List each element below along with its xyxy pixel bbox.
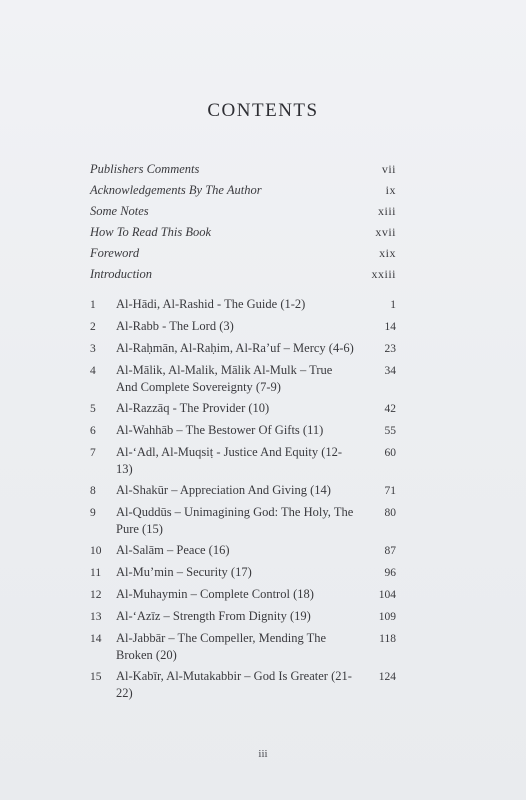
chapter-title: Al-Razzāq - The Provider (10)	[116, 401, 270, 415]
chapter-entry	[90, 422, 396, 440]
chapter-page: 80	[384, 507, 396, 519]
entry-page: xxiii	[371, 267, 396, 281]
chapter-entry	[90, 296, 396, 314]
chapter-title: Al-Wahhāb – The Bestower Of Gifts (11)	[116, 423, 324, 437]
chapter-title: Al-Hādi, Al-Rashid - The Guide (1-2)	[116, 297, 306, 311]
chapter-title: Al-Jabbār – The Compeller, Mending The Broken (20)	[116, 631, 327, 662]
entry-title: How To Read This Book	[90, 225, 212, 239]
chapter-title: Al-Mālik, Al-Malik, Mālik Al-Mulk – True And Complete Sovereignty (7-9)	[116, 363, 333, 394]
chapter-title: Al-Kabīr, Al-Mutakabbir – God Is Greater (21-22)	[116, 669, 352, 700]
chapter-page: 87	[384, 545, 396, 557]
chapter-number: 2	[90, 321, 96, 333]
chapter-number: 15	[90, 671, 102, 683]
entry-page: vii	[381, 162, 396, 176]
entry-page: xvii	[375, 225, 396, 239]
chapter-page: 23	[384, 343, 396, 355]
chapter-number: 11	[90, 567, 102, 579]
chapter-title: Al-Quddūs – Unimagining God: The Holy, The Pure (15)	[116, 505, 354, 536]
chapter-list	[90, 296, 396, 706]
chapter-title: Al-Shakūr – Appreciation And Giving (14)	[116, 483, 331, 497]
chapter-page: 34	[384, 365, 396, 377]
chapter-entry	[90, 504, 396, 538]
chapter-entry	[90, 318, 396, 336]
page-folio: iii	[258, 748, 268, 760]
chapter-number: 6	[90, 425, 96, 437]
chapter-entry	[90, 608, 396, 626]
chapter-number: 7	[90, 447, 96, 459]
front-matter-entry	[90, 183, 396, 204]
chapter-title: Al-Raḥmān, Al-Raḥim, Al-Ra’uf – Mercy (4-6)	[116, 341, 354, 355]
chapter-page: 55	[384, 425, 396, 437]
chapter-page: 60	[384, 447, 396, 459]
front-matter-entry	[90, 246, 396, 267]
chapter-page: 118	[379, 633, 396, 645]
chapter-page: 71	[384, 485, 396, 497]
chapter-entry	[90, 340, 396, 358]
chapter-number: 8	[90, 485, 96, 497]
chapter-page: 104	[378, 589, 396, 601]
chapter-title: Al-Salām – Peace (16)	[116, 543, 230, 557]
chapter-number: 9	[90, 507, 96, 519]
chapter-entry	[90, 668, 396, 702]
chapter-entry	[90, 586, 396, 604]
chapter-entry	[90, 444, 396, 478]
chapter-entry	[90, 400, 396, 418]
entry-page: ix	[385, 183, 396, 197]
chapter-entry	[90, 482, 396, 500]
chapter-page: 1	[390, 299, 396, 311]
chapter-page: 14	[384, 321, 396, 333]
chapter-page: 109	[378, 611, 396, 623]
chapter-title: Al-Rabb - The Lord (3)	[116, 319, 234, 333]
front-matter-entry	[90, 204, 396, 225]
chapter-number: 4	[90, 365, 96, 377]
front-matter-entry	[90, 225, 396, 246]
chapter-title: Al-Muhaymin – Complete Control (18)	[116, 587, 314, 601]
entry-title: Publishers Comments	[90, 162, 200, 176]
chapter-page: 124	[378, 671, 396, 683]
chapter-number: 12	[90, 589, 102, 601]
chapter-entry	[90, 362, 396, 396]
chapter-title: Al-‘Azīz – Strength From Dignity (19)	[116, 609, 311, 623]
chapter-number: 14	[90, 633, 102, 645]
chapter-number: 3	[90, 343, 96, 355]
chapter-number: 1	[90, 299, 96, 311]
chapter-number: 10	[90, 545, 102, 557]
chapter-entry	[90, 564, 396, 582]
entry-page: xiii	[377, 204, 396, 218]
entry-title: Acknowledgements By The Author	[90, 183, 262, 197]
front-matter-entry	[90, 267, 396, 288]
entry-title: Introduction	[90, 267, 153, 281]
chapter-entry	[90, 542, 396, 560]
chapter-page: 96	[384, 567, 396, 579]
chapter-number: 5	[90, 403, 96, 415]
chapter-page: 42	[384, 403, 396, 415]
chapter-title: Al-‘Adl, Al-Muqsiṭ - Justice And Equity (12-13)	[116, 445, 343, 476]
chapter-entry	[90, 630, 396, 664]
entry-title: Some Notes	[90, 204, 149, 218]
chapter-number: 13	[90, 611, 102, 623]
entry-page: xix	[379, 246, 396, 260]
front-matter-list	[90, 162, 396, 288]
chapter-title: Al-Mu’min – Security (17)	[116, 565, 252, 579]
contents-heading: CONTENTS	[207, 100, 319, 121]
front-matter-entry	[90, 162, 396, 183]
entry-title: Foreword	[90, 246, 140, 260]
